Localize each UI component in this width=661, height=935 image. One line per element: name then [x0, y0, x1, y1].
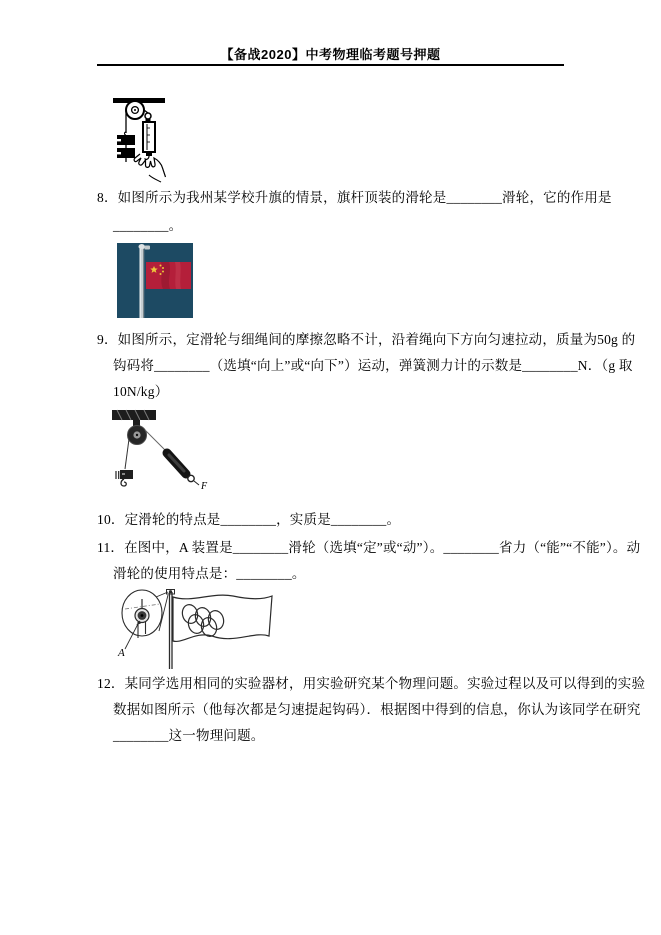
weight-icon [117, 132, 135, 162]
ceiling-mount [112, 410, 156, 426]
question-10-line-1: 10．定滑轮的特点是________，实质是________。 [97, 512, 401, 527]
question-12-line-1: 12．某同学选用相同的实验器材，用实验研究某个物理问题。实验过程以及可以得到的实验 [97, 676, 646, 691]
page-title: 【备战2020】中考物理临考题号押题 [220, 47, 441, 62]
header-divider [97, 64, 564, 66]
pulley-icon [126, 101, 144, 119]
spring-scale-icon [143, 113, 155, 159]
pulley-icon [128, 426, 147, 445]
question-9-line-2: 钩码将________（选填“向上”或“向下”）运动，弹簧测力计的示数是________N．（g 取 [113, 358, 633, 373]
question-12-line-2: 数据如图所示（他每次都是匀速提起钩码）．根据图中得到的信息，你认为该同学在研究 [113, 702, 641, 717]
pulley-icon [135, 609, 149, 623]
question-11-line-2: 滑轮的使用特点是：________。 [113, 566, 306, 581]
string-left [125, 439, 129, 469]
spring-scale-icon [167, 453, 199, 485]
flag-raising-photo [117, 243, 193, 318]
fixed-pulley-experiment-figure [105, 409, 215, 493]
chinese-flag-icon [146, 262, 191, 289]
question-9-line-3: 10N/kg） [113, 384, 169, 399]
question-8-line-2: ________。 [113, 218, 183, 233]
question-11-line-1: 11．在图中，A 装置是________滑轮（选填“定”或“动”）。________省力（“能”“不能”）。动 [97, 540, 641, 555]
string-to-scale [145, 430, 166, 451]
question-12-line-3: ________这一物理问题。 [113, 728, 265, 743]
olympic-flag-pulley-figure [112, 588, 277, 672]
magnifier-circle [122, 590, 162, 638]
pole-pulley-cap [139, 244, 145, 249]
hand-icon [134, 154, 165, 182]
question-9-line-1: 9．如图所示，定滑轮与细绳间的摩擦忽略不计，沿着绳向下方向匀速拉动，质量为50g 的 [97, 332, 636, 347]
question-8-line-1: 8．如图所示为我州某学校升旗的情景，旗杆顶装的滑轮是________滑轮，它的作用是 [97, 190, 612, 205]
fixed-pulley-spring-scale-figure [112, 94, 182, 184]
device-label: A [118, 647, 125, 659]
force-label: F [201, 481, 208, 492]
olympic-flag-icon [173, 595, 272, 641]
hook-weight-icon [116, 470, 133, 486]
